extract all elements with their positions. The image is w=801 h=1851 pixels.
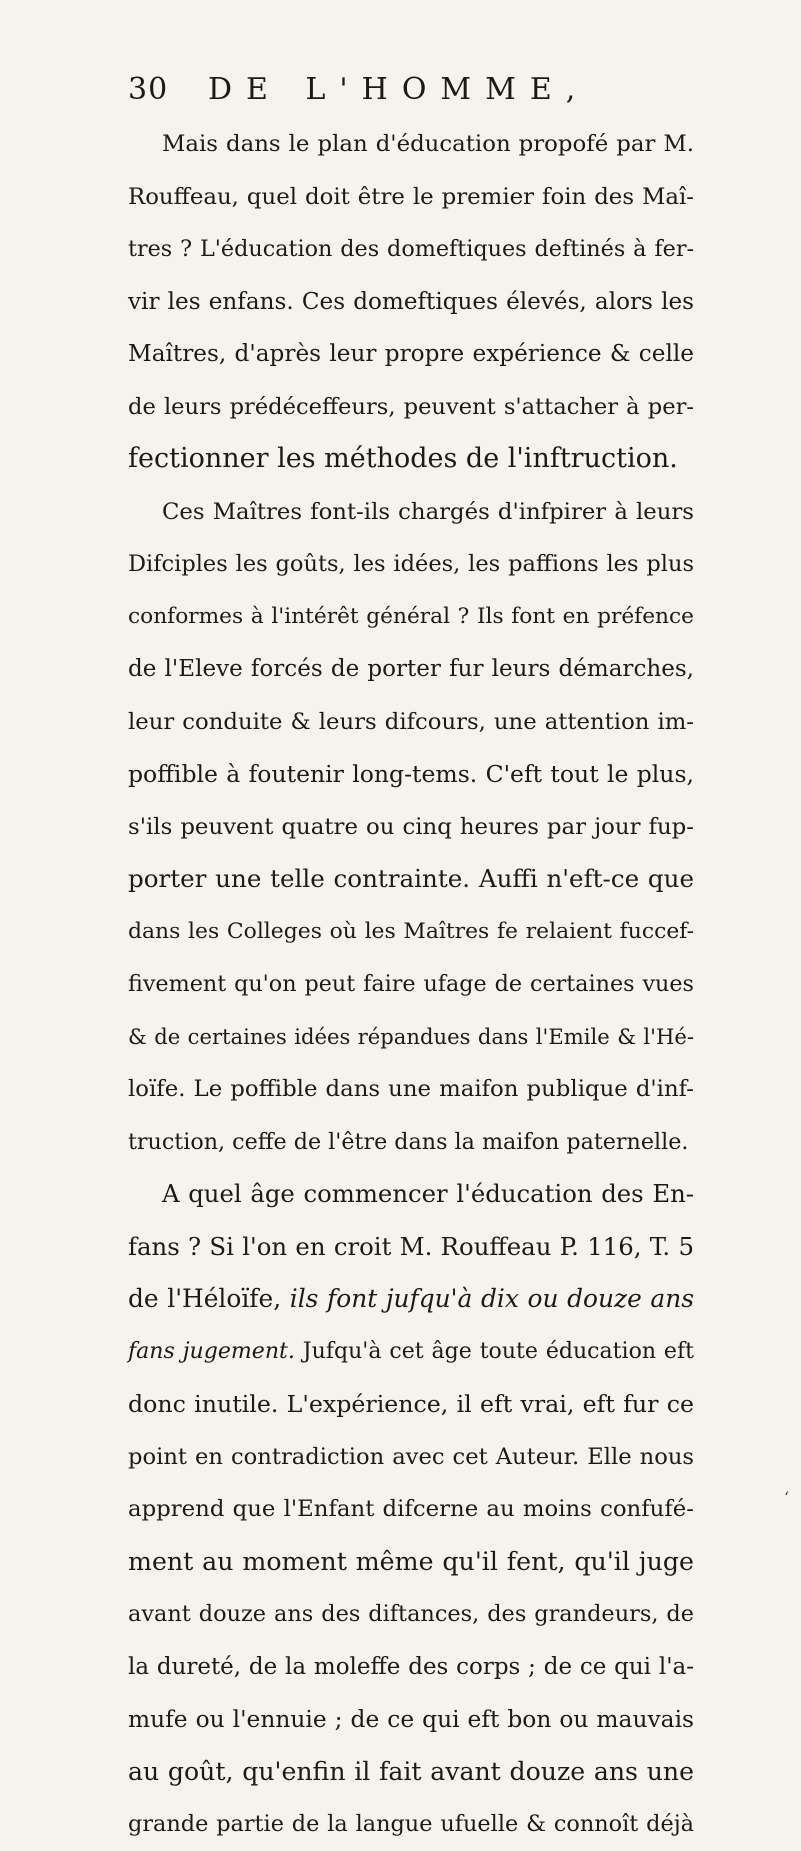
- text-line: [128, 538, 694, 591]
- page-number: 30: [128, 72, 169, 107]
- line-text: Maîtres, d'après leur propre expérience & celle: [128, 341, 694, 367]
- text-line: [128, 223, 694, 276]
- line-text: au goût, qu'enfin il fait avant douze ans une: [128, 1756, 694, 1786]
- text-line: [128, 1326, 694, 1379]
- text-line: [128, 118, 694, 171]
- text-line: [128, 1063, 694, 1116]
- line-text: truction, ceffe de l'être dans la maifon paternelle.: [128, 1128, 689, 1155]
- line-text: de l'Eleve forcés de porter fur leurs démarches,: [128, 656, 694, 682]
- line-text: point en contradiction avec cet Auteur. Elle nous: [128, 1443, 694, 1470]
- line-text: fans ? Si l'on en croit M. Rouffeau P. 116, T. 5: [128, 1231, 694, 1261]
- line-text: la dureté, de la moleffe des corps ; de ce qui l'a-: [128, 1653, 694, 1680]
- line-text: dans les Colleges où les Maîtres fe relaient fuccef-: [128, 918, 694, 944]
- text-line: [128, 801, 694, 854]
- line-text: apprend que l'Enfant difcerne au moins confufé-: [128, 1496, 694, 1522]
- margin-mark: ‘: [784, 1488, 790, 1507]
- line-text: Jufqu'à cet âge toute éducation eft: [294, 1338, 694, 1364]
- text-line: [128, 1273, 694, 1326]
- text-line: [128, 171, 694, 224]
- line-text: Mais dans le plan d'éducation propofé par M.: [162, 131, 694, 157]
- text-line: [128, 696, 694, 749]
- text-line: [128, 853, 694, 906]
- text-line: [128, 906, 694, 959]
- text-line: [128, 1483, 694, 1536]
- line-text: loïfe. Le poffible dans une maifon publique d'inf-: [128, 1076, 694, 1102]
- text-line: [128, 1588, 694, 1641]
- line-text: mufe ou l'ennuie ; de ce qui eft bon ou mauvais: [128, 1705, 694, 1733]
- line-text: & de certaines idées répandues dans l'Emile & l'Hé-: [128, 1023, 694, 1049]
- line-text: donc inutile. L'expérience, il eft vrai, eft fur ce: [128, 1390, 694, 1418]
- line-italic-text: ils font jufqu'à dix ou douze ans: [289, 1284, 694, 1313]
- line-text: s'ils peuvent quatre ou cinq heures par jour fup-: [128, 813, 694, 840]
- line-text: grande partie de la langue ufuelle & connoît déjà: [128, 1811, 694, 1837]
- text-line: [128, 1798, 694, 1851]
- text-line: [128, 1221, 694, 1274]
- text-line: [128, 433, 694, 486]
- line-text: A quel âge commencer l'éducation des En-: [162, 1179, 694, 1208]
- line-text: tres ? L'éducation des domeftiques deftinés à fer-: [128, 236, 694, 262]
- text-line: [128, 1378, 694, 1431]
- line-text: Difciples les goûts, les idées, les paffions les plus: [128, 551, 694, 577]
- text-line: [128, 958, 694, 1011]
- text-line: [128, 748, 694, 801]
- line-text: porter une telle contrainte. Auffi n'eft-ce que: [128, 864, 694, 893]
- line-text: leur conduite & leurs difcours, une attention im-: [128, 708, 694, 735]
- line-text: Ces Maîtres font-ils chargés d'infpirer à leurs: [162, 498, 694, 525]
- line-text: avant douze ans des diftances, des grandeurs, de: [128, 1601, 694, 1627]
- text-line: [128, 328, 694, 381]
- text-line: [128, 1746, 694, 1799]
- text-line: [128, 381, 694, 434]
- line-text: de leurs prédéceffeurs, peuvent s'attacher à per-: [128, 393, 694, 420]
- text-line: [128, 591, 694, 644]
- line-text: Rouffeau, quel doit être le premier foin des Maî-: [128, 183, 694, 210]
- line-text: fivement qu'on peut faire ufage de certaines vues: [128, 971, 694, 997]
- line-italic-text: fans jugement.: [128, 1338, 295, 1364]
- running-head: DE L'HOMME,: [208, 72, 590, 107]
- line-text: conformes à l'intérêt général ? Ils font en préfence: [128, 603, 694, 629]
- text-line: [128, 1641, 694, 1694]
- body-text: [128, 118, 694, 1851]
- text-line: [128, 1431, 694, 1484]
- text-line: [128, 1693, 694, 1746]
- page-header: [128, 66, 708, 116]
- text-line: [128, 1536, 694, 1589]
- text-line: [128, 643, 694, 696]
- line-text: fectionner les méthodes de l'inftruction.: [128, 443, 678, 474]
- line-text: de l'Héloïfe,: [128, 1284, 290, 1313]
- text-line: [128, 486, 694, 539]
- line-text: ment au moment même qu'il fent, qu'il juge: [128, 1546, 694, 1576]
- text-line: [128, 276, 694, 329]
- line-text: poffible à foutenir long-tems. C'eft tout le plus,: [128, 760, 694, 788]
- line-text: vir les enfans. Ces domeftiques élevés, alors les: [128, 288, 694, 315]
- text-line: [128, 1011, 694, 1064]
- text-line: [128, 1116, 694, 1169]
- text-line: [128, 1168, 694, 1221]
